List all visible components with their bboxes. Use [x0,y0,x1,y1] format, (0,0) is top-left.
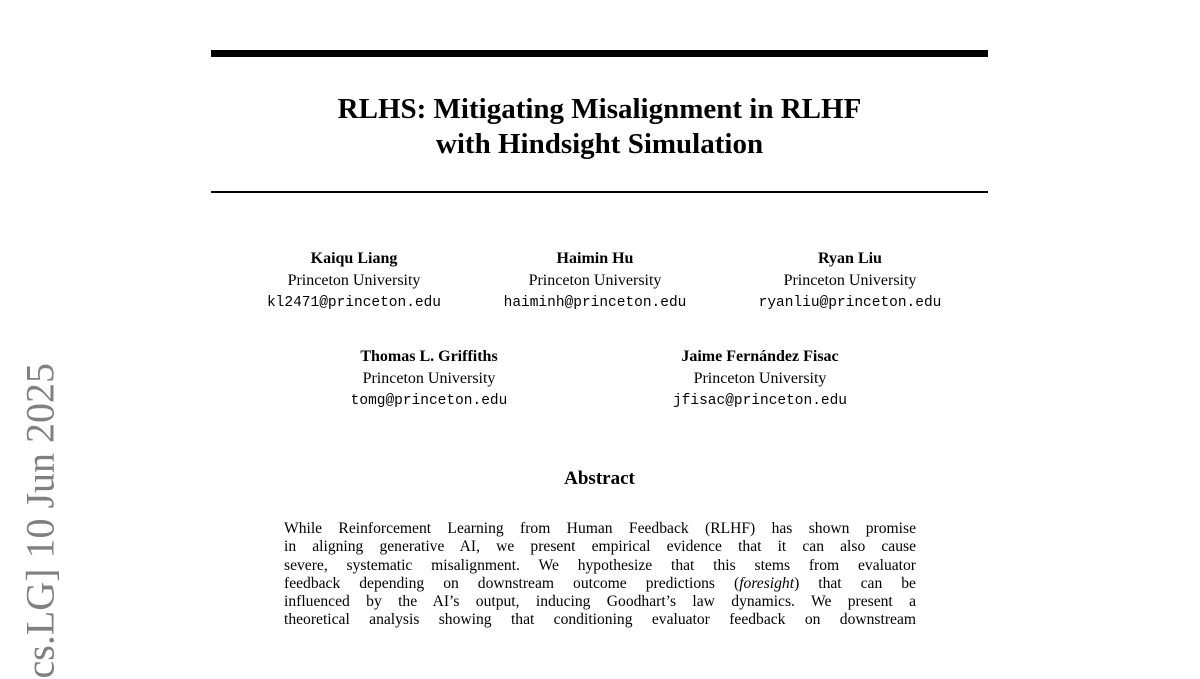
author-email[interactable]: haiminh@princeton.edu [503,295,687,311]
author-block [630,346,890,412]
author-name: Haimin Hu [556,250,634,267]
arxiv-watermark: cs.LG] 10 Jun 2025 [17,362,63,679]
author-block [720,248,980,314]
author-affiliation: Princeton University [287,272,421,289]
abstract-body [284,520,916,630]
author-email[interactable]: tomg@princeton.edu [350,393,508,409]
abstract-line [284,575,916,593]
paper-title [211,92,988,162]
author-name: Ryan Liu [818,250,882,267]
title-line: with Hindsight Simulation [435,128,764,160]
top-rule [211,50,988,57]
title-line: RLHS: Mitigating Misalignment in RLHF [337,93,862,125]
author-affiliation: Princeton University [783,272,917,289]
author-name: Kaiqu Liang [310,250,398,267]
author-block [465,248,725,314]
author-email[interactable]: jfisac@princeton.edu [672,393,848,409]
author-name: Jaime Fernández Fisac [681,348,839,365]
abstract-line: severe, systematic misalignment. We hypothesize that this stems from evaluator [284,556,916,574]
abstract-text: feedback depending on downstream outcome predictions ( [284,574,740,592]
author-name: Thomas L. Griffiths [360,348,498,365]
author-block [299,346,559,412]
author-affiliation: Princeton University [528,272,662,289]
author-affiliation: Princeton University [362,370,496,387]
abstract-emphasis: foresight [739,574,795,592]
abstract-line: influenced by the AI’s output, inducing Goodhart’s law dynamics. We present a [284,593,916,611]
abstract-line: While Reinforcement Learning from Human Feedback (RLHF) has shown promise [284,520,916,537]
abstract-line: in aligning generative AI, we present empirical evidence that it can also cause [284,538,916,556]
author-block [224,248,484,314]
abstract-text: ) that can be [794,574,916,592]
abstract-heading: Abstract [564,468,635,489]
author-email[interactable]: ryanliu@princeton.edu [758,295,942,311]
title-rule [211,191,988,193]
author-affiliation: Princeton University [693,370,827,387]
author-email[interactable]: kl2471@princeton.edu [266,295,442,311]
abstract-line: theoretical analysis showing that conditioning evaluator feedback on downstream [284,611,916,629]
